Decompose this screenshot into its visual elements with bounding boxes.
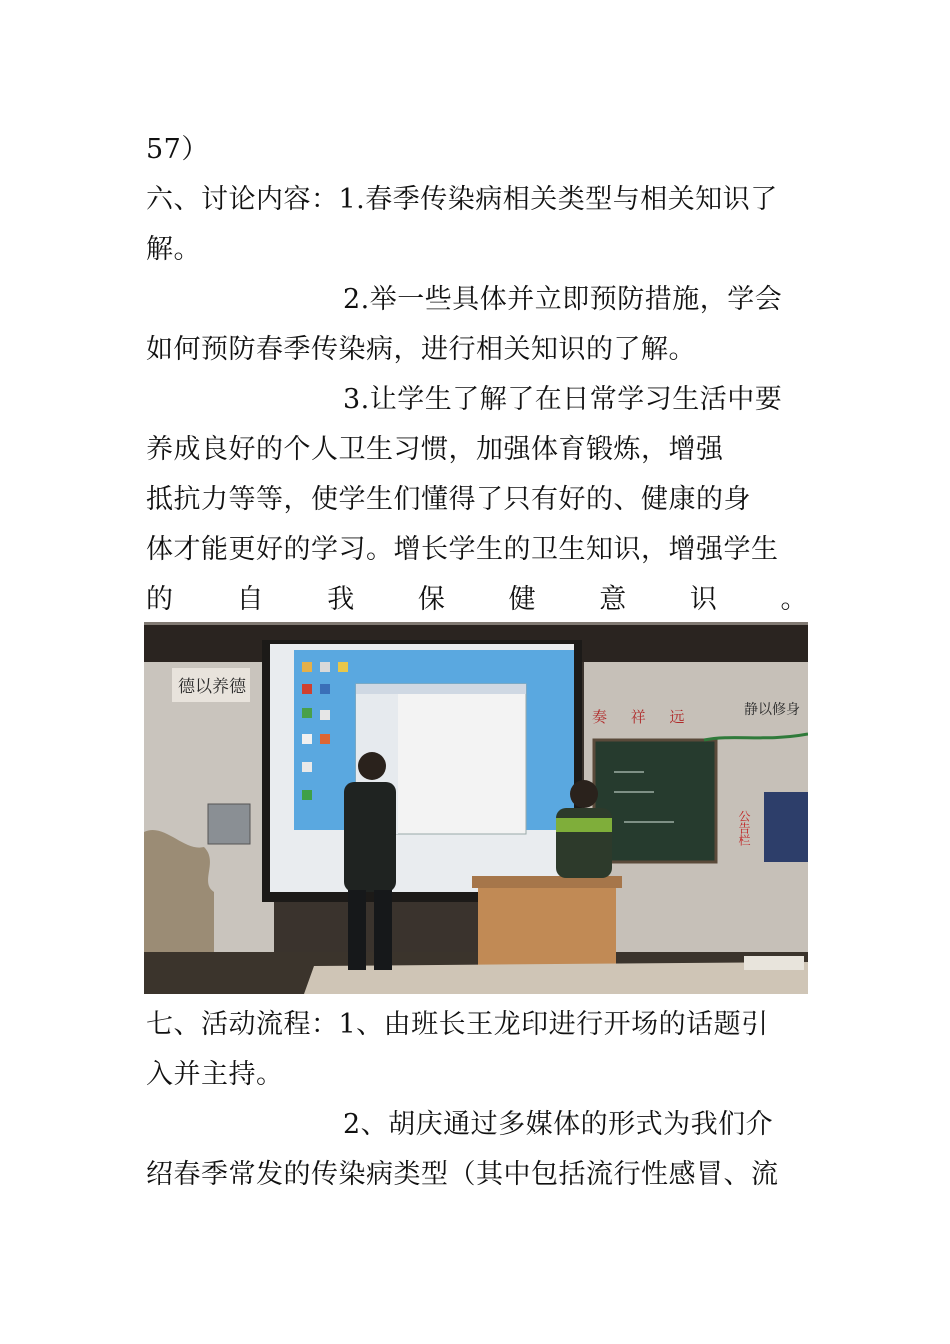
bulletin-label: 公告栏	[737, 810, 751, 846]
char: 识	[689, 584, 718, 615]
char: 我	[327, 584, 355, 615]
text-line: 绍春季常发的传染病类型（其中包括流行性感冒、流	[146, 1159, 779, 1190]
text-line: 3.让学生了解了在日常学习生活中要	[343, 384, 783, 415]
char: 意	[599, 584, 627, 615]
char: 保	[417, 584, 446, 615]
char: 。	[780, 584, 808, 615]
text-line: 体才能更好的学习。增长学生的卫生知识，增强学生	[146, 534, 779, 565]
classroom-photo	[144, 622, 808, 994]
text-line: 抵抗力等等，使学生们懂得了只有好的、健康的身	[146, 484, 751, 515]
char: 健	[508, 584, 537, 615]
text-line: 养成良好的个人卫生习惯，加强体育锻炼，增强	[146, 434, 724, 465]
char: 的	[146, 584, 174, 615]
text-line: 七、活动流程：1、由班长王龙印进行开场的话题引	[146, 1009, 769, 1040]
wall-sign-left: 德以养德	[178, 677, 246, 696]
wall-sign-middle: 奏 祥 远	[592, 710, 695, 726]
text-line: 六、讨论内容：1.春季传染病相关类型与相关知识了	[146, 184, 778, 215]
text-line: 57）	[146, 134, 209, 165]
text-line: 2.举一些具体并立即预防措施，学会	[343, 284, 783, 315]
text-line: 2、胡庆通过多媒体的形式为我们介	[343, 1109, 774, 1140]
wall-sign-right: 静以修身	[744, 703, 800, 718]
text-line: 如何预防春季传染病，进行相关知识的了解。	[146, 334, 696, 365]
text-line: 入并主持。	[146, 1059, 284, 1090]
char: 自	[236, 584, 265, 615]
text-line-spread	[146, 583, 808, 617]
text-line: 解。	[146, 234, 201, 265]
